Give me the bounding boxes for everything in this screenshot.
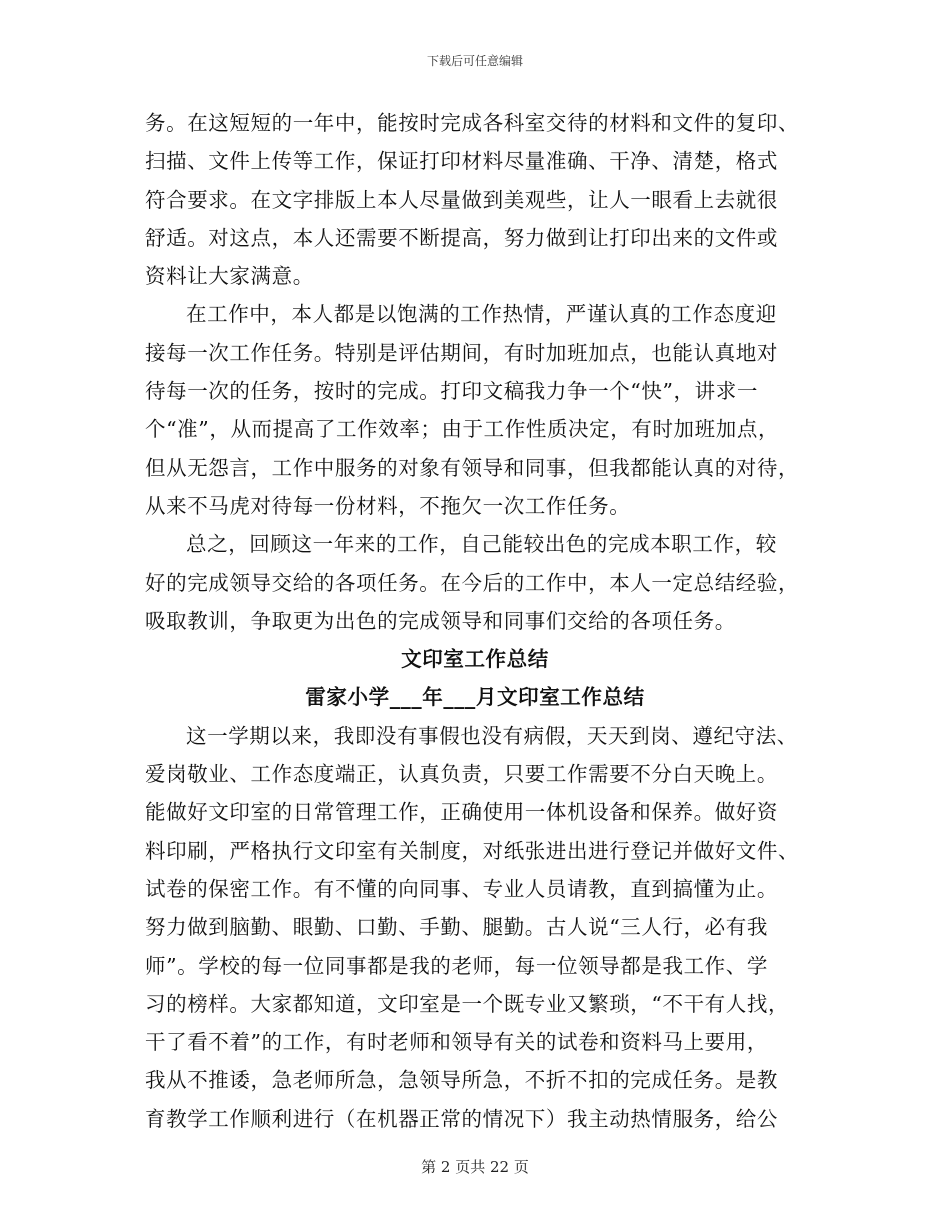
text-line: 接每一次工作任务。特别是评估期间，有时加班加点，也能认真地对 [145,340,778,365]
text-line: 扫描、文件上传等工作，保证打印材料尽量准确、干净、清楚，格式 [145,149,778,174]
paragraph-1 [145,104,805,295]
text-line: 师”。学校的每一位同事都是我的老师，每一位领导都是我工作、学 [145,953,768,978]
text-line: 总之，回顾这一年来的工作，自己能较出色的完成本职工作，较 [186,532,777,557]
text-line: 但从无怨言，工作中服务的对象有领导和同事，但我都能认真的对待， [145,455,800,480]
text-line: 待每一次的任务，按时的完成。打印文稿我力争一个“快”，讲求一 [145,379,758,404]
text-line: 个“准”，从而提高了工作效率；由于工作性质决定，有时加班加点， [145,417,780,442]
text-line: 从来不马虎对待每一份材料，不拖欠一次工作任务。 [145,493,631,518]
text-line: 习的榜样。大家都知道，文印室是一个既专业又繁琐，“不干有人找， [145,991,790,1016]
text-line: 试卷的保密工作。有不懂的向同事、专业人员请教，直到搞懂为止。 [145,876,778,901]
text-line: 这一学期以来，我即没有事假也没有病假，天天到岗、遵纪守法、 [186,723,798,748]
text-line: 好的完成领导交给的各项任务。在今后的工作中，本人一定总结经验， [145,570,800,595]
text-line: 努力做到脑勤、眼勤、口勤、手勤、腿勤。古人说“三人行，必有我 [145,915,768,940]
text-line: 符合要求。在文字排版上本人尽量做到美观些，让人一眼看上去就很 [145,187,778,212]
text-line: 爱岗敬业、工作态度端正，认真负责，只要工作需要不分白天晚上。 [145,762,778,787]
page-header: 下载后可任意编辑 [426,54,523,68]
page-footer: 第 2 页共 22 页 [421,1158,529,1176]
document-body [145,104,805,1138]
text-line: 资料让大家满意。 [145,264,314,289]
text-line: 务。在这短短的一年中，能按时完成各科室交待的材料和文件的复印、 [145,111,800,135]
section-subtitle: 雷家小学___年___月文印室工作总结 [305,685,645,710]
paragraph-4 [145,717,805,1138]
paragraph-3 [145,525,805,640]
text-line: 我从不推诿，急老师所急，急领导所急，不折不扣的完成任务。是教 [145,1068,778,1093]
text-line: 育教学工作顺利进行（在机器正常的情况下）我主动热情服务，给公 [145,1106,778,1131]
text-line: 在工作中，本人都是以饱满的工作热情，严谨认真的工作态度迎 [186,302,777,327]
text-line: 能做好文印室的日常管理工作，正确使用一体机设备和保养。做好资 [145,800,778,825]
section-title: 文印室工作总结 [401,647,549,672]
text-line: 干了看不着”的工作，有时老师和领导有关的试卷和资料马上要用， [145,1030,768,1055]
text-line: 料印刷，严格执行文印室有关制度，对纸张进出进行登记并做好文件、 [145,838,800,863]
paragraph-2 [145,295,805,525]
text-line: 吸取教训，争取更为出色的完成领导和同事们交给的各项任务。 [145,608,736,633]
text-line: 舒适。对这点，本人还需要不断提高，努力做到让打印出来的文件或 [145,225,778,250]
